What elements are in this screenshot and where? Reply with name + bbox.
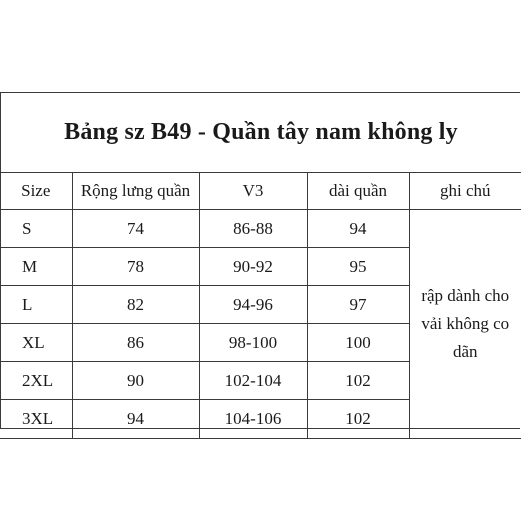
- size-cell: XL: [0, 324, 72, 362]
- size-table: [0, 172, 521, 439]
- header-length: dài quần: [307, 173, 409, 210]
- length-cell: 95: [307, 248, 409, 286]
- note-cell: rập dành cho vải không co dãn: [409, 210, 521, 439]
- waist-cell: 90: [72, 362, 199, 400]
- waist-cell: 82: [72, 286, 199, 324]
- header-v3: V3: [199, 173, 307, 210]
- length-cell: 102: [307, 400, 409, 439]
- waist-cell: 78: [72, 248, 199, 286]
- size-cell: 2XL: [0, 362, 72, 400]
- v3-cell: 102-104: [199, 362, 307, 400]
- v3-cell: 90-92: [199, 248, 307, 286]
- waist-cell: 74: [72, 210, 199, 248]
- header-note: ghi chú: [409, 173, 521, 210]
- table-row: [0, 210, 521, 248]
- waist-cell: 86: [72, 324, 199, 362]
- chart-title: Bảng sz B49 - Quần tây nam không ly: [64, 119, 458, 145]
- length-cell: 97: [307, 286, 409, 324]
- length-cell: 102: [307, 362, 409, 400]
- v3-cell: 98-100: [199, 324, 307, 362]
- size-cell: L: [0, 286, 72, 324]
- size-cell: M: [0, 248, 72, 286]
- size-cell: 3XL: [0, 400, 72, 439]
- length-cell: 94: [307, 210, 409, 248]
- size-cell: S: [0, 210, 72, 248]
- length-cell: 100: [307, 324, 409, 362]
- header-row: [0, 173, 521, 210]
- waist-cell: 94: [72, 400, 199, 439]
- v3-cell: 86-88: [199, 210, 307, 248]
- v3-cell: 94-96: [199, 286, 307, 324]
- header-waist: Rộng lưng quần: [72, 173, 199, 210]
- v3-cell: 104-106: [199, 400, 307, 439]
- header-size: Size: [0, 173, 72, 210]
